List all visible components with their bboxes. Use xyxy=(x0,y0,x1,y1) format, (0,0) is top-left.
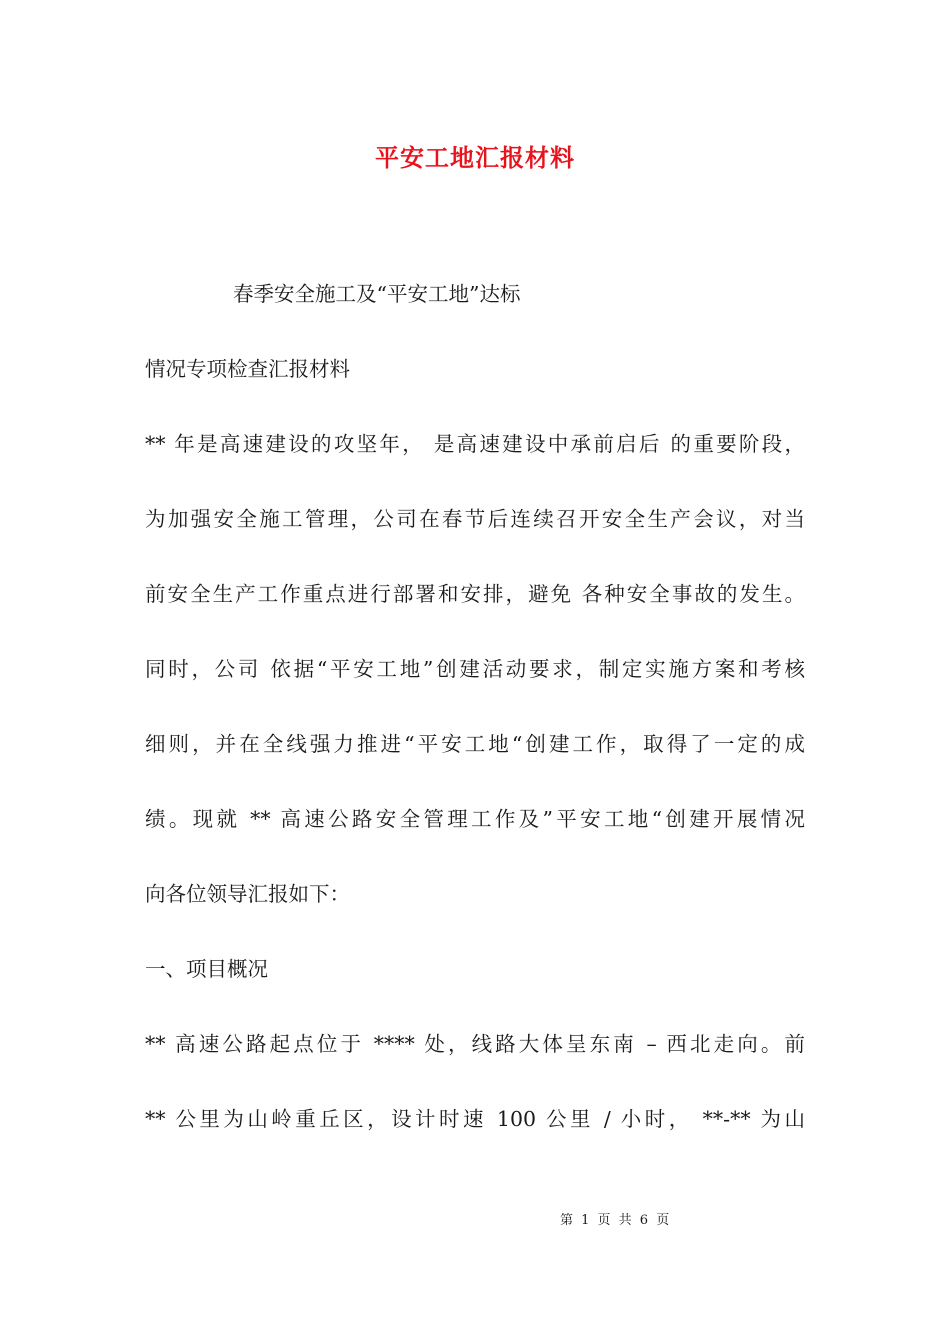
document-title: 平安工地汇报材料 xyxy=(375,143,575,172)
paragraph-line: 绩。现就 ** 高速公路安全管理工作及”平安工地“创建开展情况 xyxy=(145,807,805,831)
paragraph-line: ** 年是高速建设的攻坚年， 是高速建设中承前启后 的重要阶段， xyxy=(145,432,805,456)
paragraph-line: 向各位领导汇报如下： xyxy=(145,882,350,906)
section-heading: 一、项目概况 xyxy=(145,957,268,981)
paragraph-line: 前安全生产工作重点进行部署和安排，避免 各种安全事故的发生。 xyxy=(145,582,805,606)
paragraph-line: 为加强安全施工管理，公司在春节后连续召开安全生产会议，对当 xyxy=(145,507,805,531)
paragraph-line: 细则，并在全线强力推进“平安工地“创建工作，取得了一定的成 xyxy=(145,732,805,756)
paragraph-line: 情况专项检查汇报材料 xyxy=(145,357,350,381)
paragraph-line: ** 公里为山岭重丘区，设计时速 100 公里 / 小时， **-** 为山 xyxy=(145,1107,805,1131)
paragraph-line: ** 高速公路起点位于 **** 处，线路大体呈东南 – 西北走向。前 xyxy=(145,1032,805,1056)
paragraph-line: 同时，公司 依据“平安工地”创建活动要求，制定实施方案和考核 xyxy=(145,657,805,681)
page-number-footer: 第 1 页 共 6 页 xyxy=(560,1213,672,1228)
document-subtitle: 春季安全施工及“平安工地”达标 xyxy=(233,282,521,306)
